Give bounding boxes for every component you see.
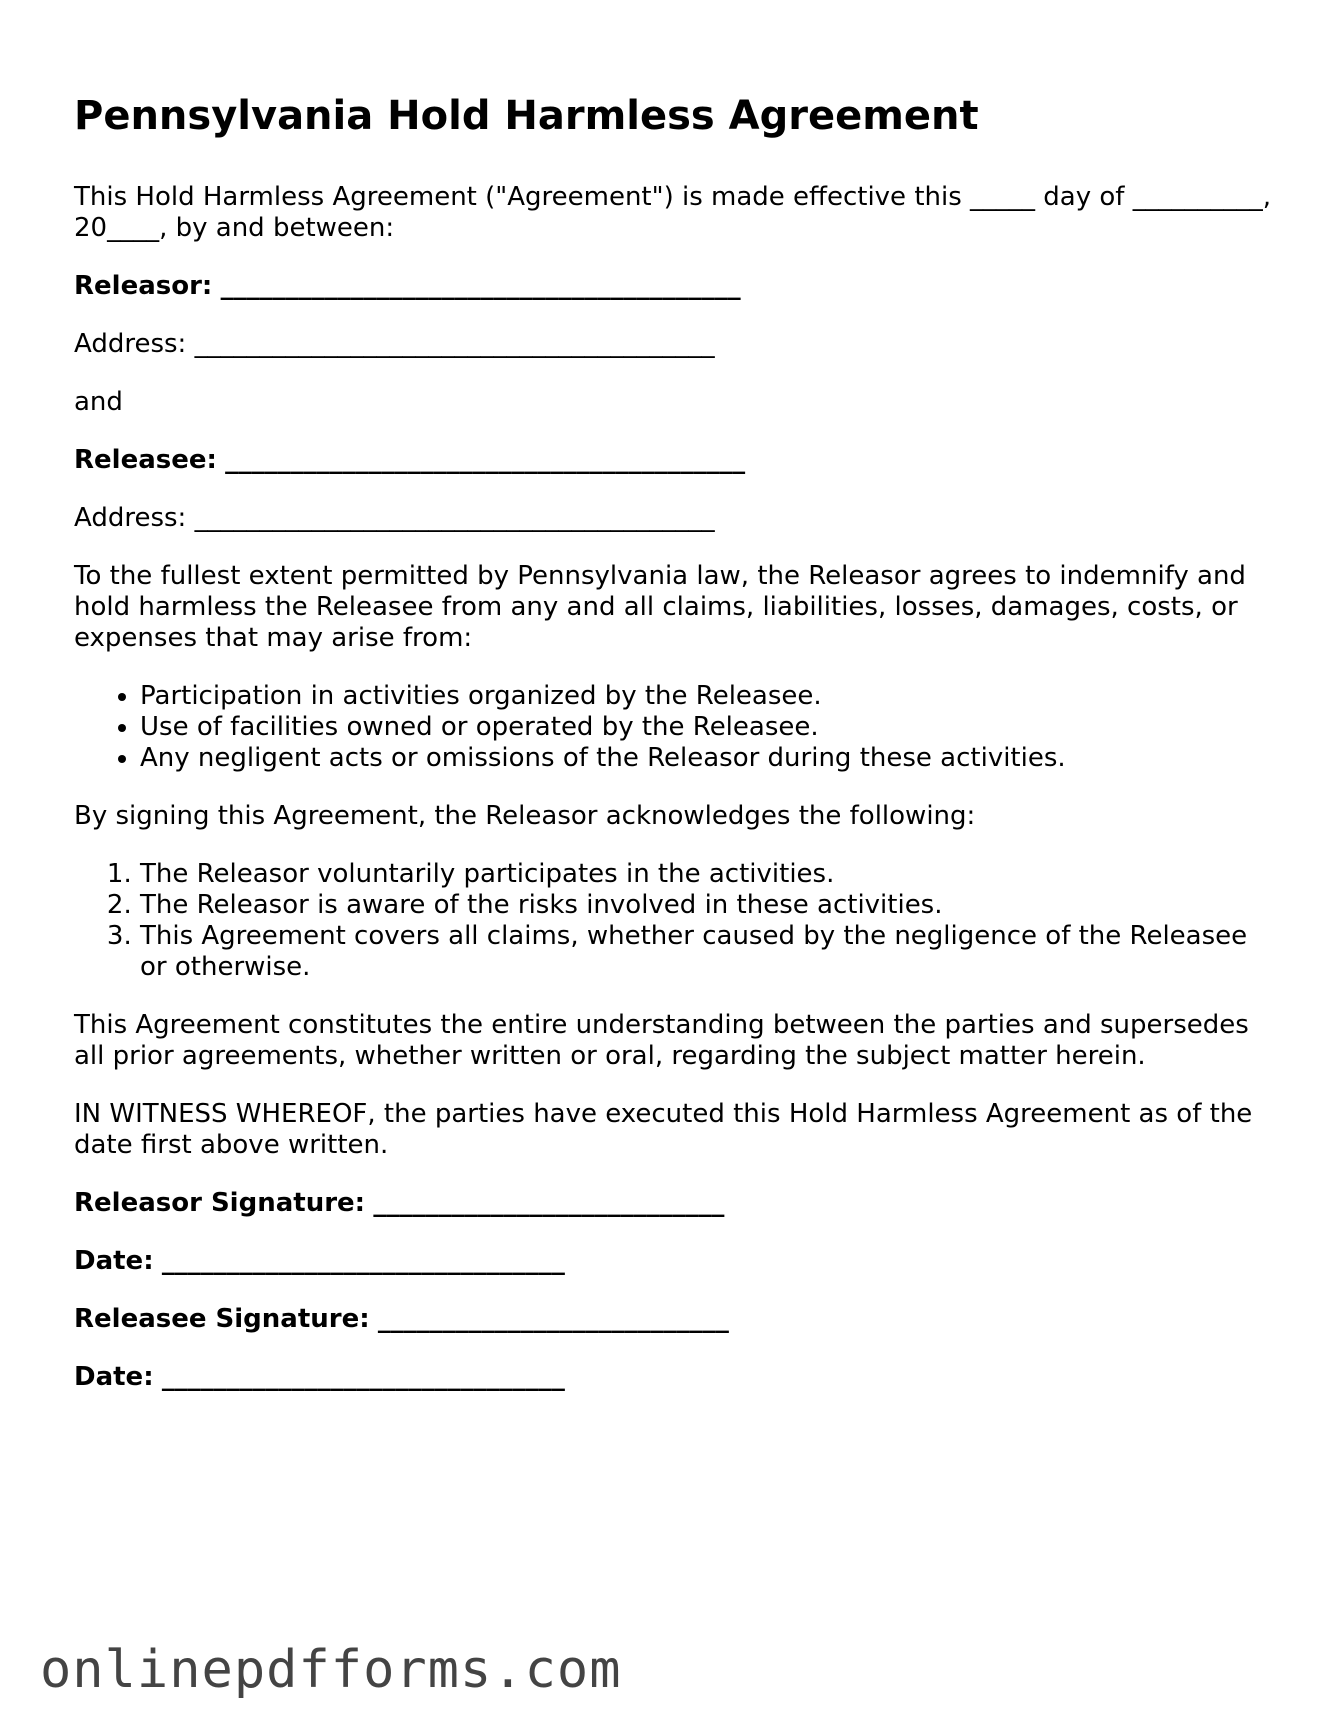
- releasee-line: [74, 445, 1274, 476]
- releasor-date-label: Date:: [74, 1246, 154, 1276]
- releasee-signature-line: [74, 1304, 1274, 1335]
- list-item: • Use of facilities owned or operated by the Releasee.: [140, 712, 1274, 743]
- releasor-address-label: Address:: [74, 329, 187, 359]
- and-text: and: [74, 387, 123, 417]
- releasor-date-blank[interactable]: _______________________________: [161, 1246, 565, 1276]
- releasee-date-blank[interactable]: _______________________________: [161, 1362, 565, 1392]
- list-item: • Participation in activities organized by the Releasee.: [140, 681, 1274, 712]
- releasee-address-line: [74, 503, 1274, 534]
- releasor-signature-line: [74, 1188, 1274, 1219]
- releasee-date-line: [74, 1362, 1274, 1393]
- acknowledgements-list: [74, 859, 1274, 983]
- releasee-label: Releasee:: [74, 445, 217, 475]
- activities-list: [74, 681, 1274, 774]
- list-item: • Any negligent acts or omissions of the Releasor during these activities.: [140, 743, 1274, 774]
- releasor-line: [74, 271, 1274, 302]
- list-item: 2. The Releasor is aware of the risks involved in these activities.: [140, 890, 1274, 921]
- releasee-signature-label: Releasee Signature:: [74, 1304, 370, 1334]
- entire-agreement-paragraph: This Agreement constitutes the entire understanding between the parties and supersedes all prior agreements, whether written or oral, regarding the subject matter herein.: [74, 1010, 1249, 1071]
- witness-paragraph: IN WITNESS WHEREOF, the parties have executed this Hold Harmless Agreement as of the date first above written.: [74, 1099, 1253, 1160]
- releasor-blank[interactable]: ________________________________________: [220, 271, 741, 301]
- releasee-signature-blank[interactable]: ___________________________: [377, 1304, 729, 1334]
- releasee-blank[interactable]: ________________________________________: [225, 445, 746, 475]
- watermark-text: onlinepdfforms.com: [40, 1640, 622, 1700]
- indemnity-paragraph: To the fullest extent permitted by Pennsylvania law, the Releasor agrees to indemnify and hold harmless the Releasee from any and all claims, liabilities, losses, damages, costs, or expenses that may arise from:: [74, 561, 1246, 653]
- intro-paragraph: This Hold Harmless Agreement ("Agreement") is made effective this _____ day of __________, 20____, by and between:: [74, 182, 1271, 243]
- releasor-signature-blank[interactable]: ___________________________: [373, 1188, 725, 1218]
- releasor-address-blank[interactable]: ________________________________________: [194, 329, 715, 359]
- document-page: [74, 88, 1274, 1420]
- releasee-address-blank[interactable]: ________________________________________: [194, 503, 715, 533]
- releasee-address-label: Address:: [74, 503, 187, 533]
- releasor-label: Releasor:: [74, 271, 213, 301]
- list-item: 1. The Releasor voluntarily participates in the activities.: [140, 859, 1274, 890]
- document-title: Pennsylvania Hold Harmless Agreement: [74, 93, 979, 139]
- releasor-address-line: [74, 329, 1274, 360]
- releasor-date-line: [74, 1246, 1274, 1277]
- releasee-date-label: Date:: [74, 1362, 154, 1392]
- list-item: 3. This Agreement covers all claims, whether caused by the negligence of the Releasee or otherwise.: [140, 921, 1274, 983]
- acknowledge-intro: By signing this Agreement, the Releasor acknowledges the following:: [74, 801, 976, 831]
- releasor-signature-label: Releasor Signature:: [74, 1188, 366, 1218]
